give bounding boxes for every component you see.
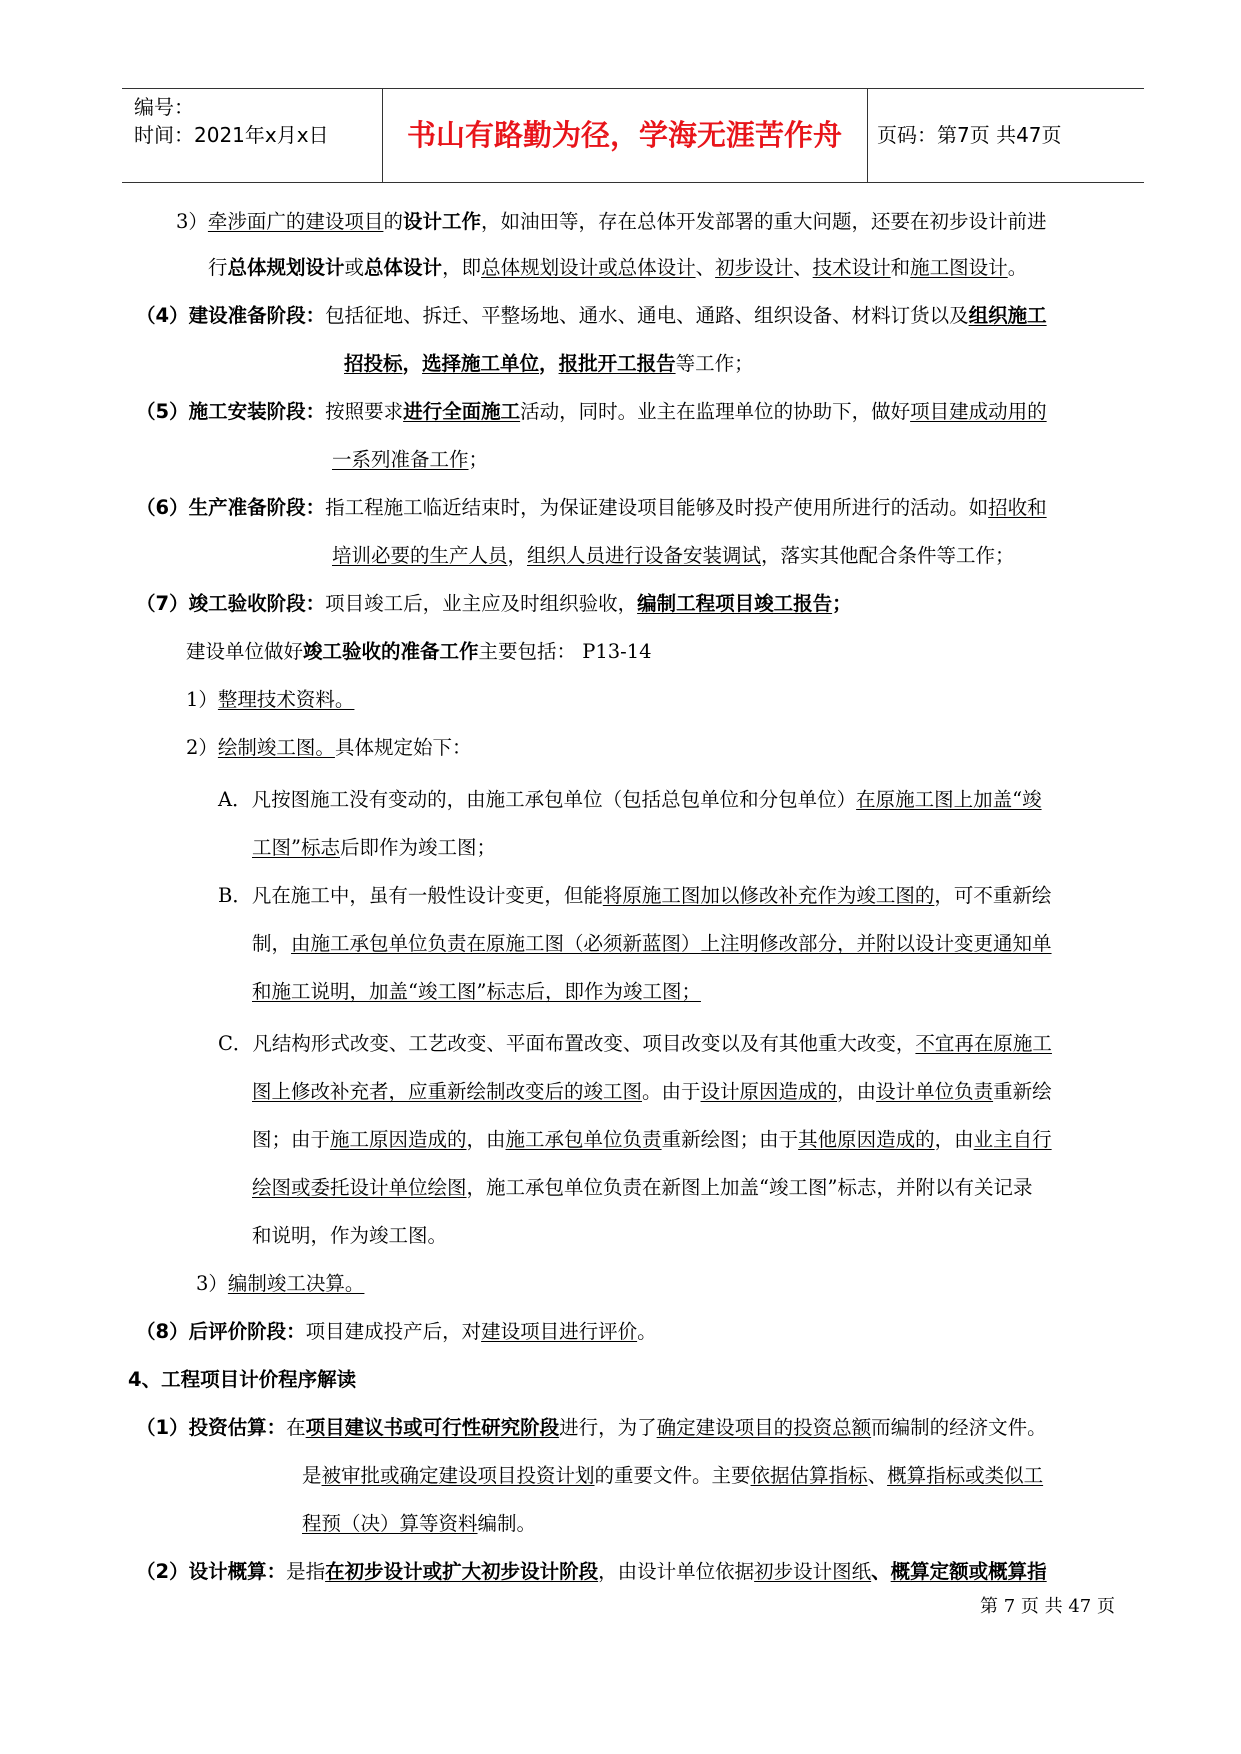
text-segment: ，落实其他配合条件等工作； [761, 544, 1015, 567]
text-segment: 、 [871, 1560, 891, 1583]
text-line [176, 207, 1046, 237]
text-segment: 招投标 [344, 352, 403, 375]
text-segment: 主要包括： P13-14 [478, 640, 652, 663]
text-segment: 概算定额或概算指 [890, 1560, 1047, 1583]
text-segment: 施工承包单位负责 [505, 1128, 662, 1151]
text-segment: 组织人员进行设备安装调试 [527, 544, 762, 567]
text-line [252, 929, 1052, 959]
text-line [252, 1125, 1052, 1155]
text-segment: （8）后评价阶段： [136, 1320, 306, 1343]
text-segment: 工图”标志 [252, 836, 340, 859]
text-segment: （1）投资估算： [136, 1416, 287, 1439]
text-segment: 总体设计 [364, 256, 443, 279]
text-segment: 编制工程项目竣工报告 [637, 592, 833, 615]
text-segment: 重新绘 [993, 1080, 1052, 1103]
text-line [302, 1509, 536, 1539]
text-segment: 绘制竣工图。 [217, 736, 335, 759]
text-segment: 建设项目进行评价 [481, 1320, 638, 1343]
text-line [136, 1317, 657, 1347]
text-segment: （2）设计概算： [136, 1560, 287, 1583]
text-segment: 而编制的经济文件。 [871, 1416, 1047, 1439]
text-line [136, 397, 1047, 427]
footer-page-number: 第 7 页 共 47 页 [980, 1596, 1115, 1617]
text-segment: 牵涉面广的建设项目 [207, 210, 384, 233]
text-segment: 的 [383, 210, 403, 233]
text-line [218, 1029, 1052, 1059]
text-line [208, 253, 1027, 283]
text-line [128, 1365, 356, 1395]
document-date-label: 时间：2021年x月x日 [134, 123, 329, 147]
text-segment: 初步设计 [715, 256, 794, 279]
text-segment: 不宜再在原施工 [915, 1032, 1052, 1055]
text-segment: 的重要文件。主要 [594, 1464, 751, 1487]
text-segment: 在初步设计或扩大初步设计阶段 [325, 1560, 599, 1583]
text-segment: 进行全面施工 [403, 400, 521, 423]
text-segment: ，由 [934, 1128, 974, 1151]
text-segment: B．凡在施工中，虽有一般性设计变更，但能 [218, 884, 603, 907]
text-segment: 组织施工 [968, 304, 1047, 327]
text-segment: 建设单位做好 [186, 640, 304, 663]
text-segment: 和 [890, 256, 911, 279]
text-segment: 、 [793, 256, 813, 279]
text-segment: 绘图或委托设计单位绘图 [252, 1176, 467, 1199]
header-meta [134, 89, 382, 186]
text-line [252, 833, 496, 863]
text-segment: ，即 [442, 256, 482, 279]
text-segment: ， [402, 352, 423, 375]
text-segment: 活动，同时。业主在监理单位的协助下，做好 [520, 400, 911, 423]
text-segment: 施工图设计 [910, 256, 1008, 279]
text-segment: 按照要求 [325, 400, 404, 423]
document-number-label: 编号： [134, 95, 194, 119]
text-segment: 重新绘图；由于 [661, 1128, 799, 1151]
text-line [252, 977, 701, 1007]
text-segment: 项目建议书或可行性研究阶段 [305, 1416, 560, 1439]
text-segment: 设计原因造成的 [700, 1080, 838, 1103]
text-line [218, 785, 1042, 815]
text-segment: 项目竣工后，业主应及时组织验收， [325, 592, 638, 615]
text-segment: （6）生产准备阶段： [136, 496, 326, 519]
text-line [252, 1173, 1032, 1203]
text-segment: ， [507, 544, 528, 567]
text-segment: ，由设计单位依据 [598, 1560, 755, 1583]
text-segment: 程预（决）算等资料 [302, 1512, 478, 1535]
text-segment: 。 [1007, 256, 1028, 279]
text-segment: A．凡按图施工没有变动的，由施工承包单位（包括总包单位和分包单位） [218, 788, 857, 811]
text-segment: 项目建成动用的 [910, 400, 1047, 423]
text-segment: 2） [186, 736, 218, 759]
text-segment: 指工程施工临近结束时，为保证建设项目能够及时投产使用所进行的活动。如 [325, 496, 989, 519]
text-segment: 施工原因造成的 [330, 1128, 467, 1151]
text-segment: 编制。 [477, 1512, 537, 1535]
text-segment: 设计单位负责 [876, 1080, 994, 1103]
text-segment: 竣工验收的准备工作 [303, 640, 479, 663]
text-line [136, 301, 1047, 331]
text-segment: 3） [196, 1272, 228, 1295]
text-segment: 制， [252, 932, 292, 955]
text-segment: 图上修改补充者，应重新绘制改变后的竣工图 [252, 1080, 643, 1103]
text-segment: 行 [208, 256, 228, 279]
text-segment: 包括征地、拆迁、平整场地、通水、通电、通路、组织设备、材料订货以及 [325, 304, 969, 327]
text-segment: 和施工说明，加盖“竣工图”标志后，即作为竣工图； [252, 980, 701, 1003]
text-segment: 确定建设项目的投资总额 [656, 1416, 872, 1439]
text-segment: ，施工承包单位负责在新图上加盖“竣工图”标志，并附以有关记录 [466, 1176, 1033, 1199]
text-line [136, 493, 1047, 523]
text-segment: （7）竣工验收阶段： [136, 592, 326, 615]
text-segment: 总体规划设计或总体设计 [481, 256, 696, 279]
text-line [136, 1557, 1047, 1587]
text-segment: 被审批或确定建设项目投资计划 [321, 1464, 595, 1487]
text-segment: C．凡结构形式改变、工艺改变、平面布置改变、项目改变以及有其他重大改变， [218, 1032, 916, 1055]
text-line [332, 541, 1015, 571]
text-line [186, 685, 354, 715]
text-segment: 编制竣工决算。 [227, 1272, 365, 1295]
text-segment: 整理技术资料。 [217, 688, 355, 711]
text-line [136, 1413, 1047, 1443]
text-segment: 、 [695, 256, 716, 279]
text-segment: 。 [637, 1320, 657, 1343]
text-segment: 设计工作 [402, 210, 481, 233]
text-segment: 和说明，作为竣工图。 [252, 1224, 448, 1247]
text-segment: 、 [867, 1464, 888, 1487]
text-segment: ，由 [837, 1080, 877, 1103]
text-segment: 项目建成投产后，对 [305, 1320, 482, 1343]
text-segment: 。由于 [642, 1080, 701, 1103]
text-line [332, 445, 488, 475]
text-line [136, 589, 852, 619]
text-line [186, 637, 652, 667]
text-segment: 由施工承包单位负责在原施工图（必须新蓝图）上注明修改部分，并附以设计变更通知单 [291, 932, 1052, 955]
text-segment: 后即作为竣工图； [339, 836, 496, 859]
text-segment: 是 [302, 1464, 322, 1487]
text-segment: 或 [344, 256, 365, 279]
text-segment: ，由 [466, 1128, 506, 1151]
text-segment: 招收和 [988, 496, 1047, 519]
text-segment: 选择施工单位 [422, 352, 540, 375]
text-line [252, 1221, 447, 1251]
text-segment: ， [539, 352, 559, 375]
text-segment: ，可不重新绘 [934, 884, 1052, 907]
text-segment: 概算指标或类似工 [887, 1464, 1044, 1487]
text-segment: 图；由于 [252, 1128, 331, 1151]
text-segment: （5）施工安装阶段： [136, 400, 326, 423]
text-segment: 4、工程项目计价程序解读 [128, 1368, 357, 1391]
text-line [186, 733, 471, 763]
text-segment: 培训必要的生产人员 [332, 544, 508, 567]
text-segment: 等工作； [675, 352, 754, 375]
text-segment: 报批开工报告 [558, 352, 676, 375]
header-motto: 书山有路勤为径，学海无涯苦作舟 [406, 118, 842, 152]
text-segment: ； [832, 592, 852, 615]
text-segment: 进行，为了 [559, 1416, 657, 1439]
header-page-label: 页码：第7页 共47页 [877, 123, 1062, 147]
text-segment: 技术设计 [812, 256, 891, 279]
text-segment: ； [468, 448, 489, 471]
text-segment: 在原施工图上加盖“竣 [856, 788, 1042, 811]
header-divider-right [867, 89, 868, 182]
text-line [344, 349, 754, 379]
text-line [196, 1269, 364, 1299]
text-line [252, 1077, 1052, 1107]
text-segment: 将原施工图加以修改补充作为竣工图的 [602, 884, 935, 907]
text-segment: 具体规定始下： [334, 736, 472, 759]
text-segment: 依据估算指标 [750, 1464, 868, 1487]
text-segment: 业主自行 [973, 1128, 1052, 1151]
text-segment: ，如油田等，存在总体开发部署的重大问题，还要在初步设计前进 [480, 210, 1047, 233]
text-segment: 其他原因造成的 [798, 1128, 935, 1151]
text-line [302, 1461, 1043, 1491]
text-segment: 3） [176, 210, 208, 233]
page-header [122, 88, 1144, 183]
text-segment: 是指 [286, 1560, 326, 1583]
text-line [218, 881, 1051, 911]
text-segment: 总体规划设计 [227, 256, 345, 279]
text-segment: 在 [286, 1416, 306, 1439]
text-segment: 一系列准备工作 [332, 448, 469, 471]
text-segment: 初步设计图纸 [754, 1560, 872, 1583]
text-segment: 1） [186, 688, 218, 711]
text-segment: （4）建设准备阶段： [136, 304, 326, 327]
